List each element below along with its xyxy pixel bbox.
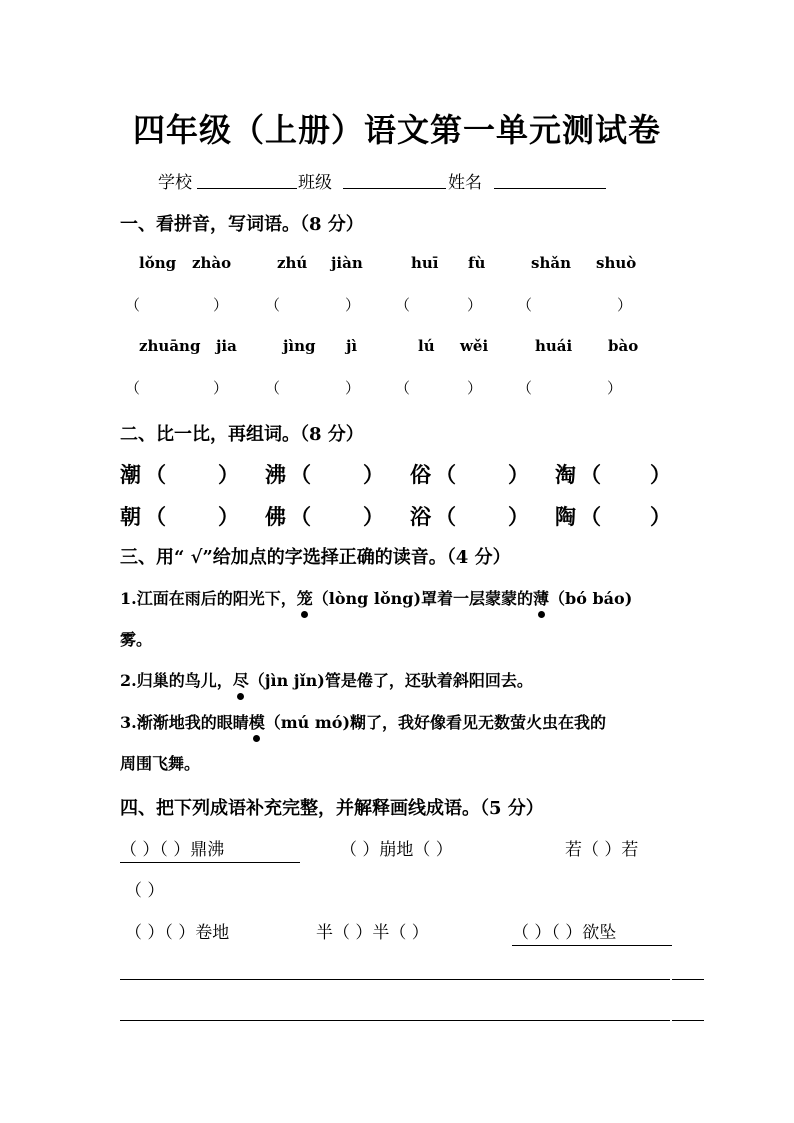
answer-line-tail	[672, 979, 704, 980]
pinyin: lǒng	[139, 254, 177, 272]
question-1	[120, 586, 632, 609]
pinyin: lú	[418, 337, 435, 355]
answer-line[interactable]	[120, 1020, 670, 1021]
answer-paren-close: ）	[650, 504, 671, 529]
pinyin: fù	[468, 254, 486, 272]
pinyin: zhuāng	[139, 337, 201, 355]
pinyin: jiàn	[331, 254, 363, 272]
compare-char: 陶	[555, 504, 576, 529]
class-field[interactable]	[343, 170, 446, 189]
pinyin: huái	[535, 337, 573, 355]
answer-paren-close: ）	[213, 296, 229, 314]
question-1-continued: 雾。	[120, 630, 153, 649]
section-1-heading: 一、看拼音，写词语。（8 分）	[120, 214, 364, 235]
question-3-continued: 周围飞舞。	[120, 754, 201, 773]
name-field[interactable]	[494, 170, 606, 189]
answer-paren-close: ）	[467, 379, 483, 397]
question-text: 1.江面在雨后的阳光下，	[120, 589, 297, 608]
question-text: 3.渐渐地我的眼睛	[120, 713, 249, 732]
answer-paren-open: （	[125, 296, 141, 314]
section-2-heading: 二、比一比，再组词。（8 分）	[120, 424, 364, 445]
question-2	[120, 668, 533, 691]
compare-char: 潮	[120, 462, 141, 487]
answer-paren-close: ）	[607, 379, 623, 397]
answer-paren-open: （	[265, 379, 281, 397]
section-3-heading: 三、用“ √”给加点的字选择正确的读音。（4 分）	[120, 547, 511, 568]
answer-paren-open: （	[580, 462, 601, 487]
dotted-char: 模	[249, 710, 265, 733]
compare-char: 俗	[410, 462, 431, 487]
school-field[interactable]	[197, 170, 297, 189]
pinyin: shǎn	[531, 254, 571, 272]
pinyin: zhú	[277, 254, 308, 272]
class-label: 班级	[298, 173, 332, 193]
compare-char: 淘	[555, 462, 576, 487]
answer-paren-open: （	[580, 504, 601, 529]
answer-line[interactable]	[120, 979, 670, 980]
name-label: 姓名	[448, 173, 482, 193]
answer-paren-close: ）	[467, 296, 483, 314]
idiom-underlined: （ ）（ ）欲坠	[512, 918, 672, 946]
compare-char: 沸	[265, 462, 286, 487]
answer-paren-open: （	[395, 296, 411, 314]
answer-paren-close: ）	[218, 462, 239, 487]
question-text: （jìn jǐn)管是倦了，还驮着斜阳回去。	[248, 671, 533, 690]
answer-paren-open: （	[435, 462, 456, 487]
idiom-underlined: （ ）（ ）鼎沸	[120, 835, 300, 863]
compare-char: 朝	[120, 504, 141, 529]
dotted-char: 薄	[533, 586, 549, 609]
question-text: 2.归巢的鸟儿，	[120, 671, 233, 690]
section-4-heading: 四、把下列成语补充完整，并解释画线成语。（5 分）	[120, 798, 544, 819]
answer-paren-open: （	[265, 296, 281, 314]
answer-paren-open: （	[145, 504, 166, 529]
compare-char: 浴	[410, 504, 431, 529]
answer-line-tail	[672, 1020, 704, 1021]
answer-paren-close: ）	[213, 379, 229, 397]
dotted-char: 尽	[233, 668, 249, 691]
compare-char: 佛	[265, 504, 286, 529]
idiom-continued: （ ）	[125, 881, 165, 901]
answer-paren-close: ）	[363, 462, 384, 487]
answer-paren-open: （	[145, 462, 166, 487]
pinyin: huī	[411, 254, 439, 272]
dotted-char: 笼	[297, 586, 313, 609]
answer-paren-close: ）	[345, 296, 361, 314]
answer-paren-open: （	[290, 462, 311, 487]
page-title: 四年级（上册）语文第一单元测试卷	[132, 111, 661, 149]
answer-paren-close: ）	[650, 462, 671, 487]
question-text: （mú mó)糊了，我好像看见无数萤火虫在我的	[264, 713, 607, 732]
pinyin: zhào	[192, 254, 232, 272]
idiom: 半（ ）半（ ）	[316, 923, 429, 943]
pinyin: jia	[216, 337, 237, 355]
answer-paren-open: （	[395, 379, 411, 397]
answer-paren-close: ）	[508, 462, 529, 487]
pinyin: shuò	[596, 254, 637, 272]
pinyin: jìng	[283, 337, 316, 355]
idiom: （ ）崩地（ ）	[340, 840, 453, 860]
answer-paren-open: （	[517, 296, 533, 314]
answer-paren-close: ）	[218, 504, 239, 529]
answer-paren-close: ）	[508, 504, 529, 529]
answer-paren-open: （	[517, 379, 533, 397]
idiom: 若（ ）若	[565, 840, 639, 860]
pinyin: bào	[608, 337, 639, 355]
pinyin: jì	[346, 337, 358, 355]
question-text: （lòng lǒng)罩着一层蒙蒙的	[312, 589, 534, 608]
idiom: （ ）（ ）卷地	[125, 923, 230, 943]
answer-paren-open: （	[125, 379, 141, 397]
answer-paren-open: （	[435, 504, 456, 529]
school-label: 学校	[158, 173, 192, 193]
question-3	[120, 710, 606, 733]
answer-paren-close: ）	[363, 504, 384, 529]
answer-paren-close: ）	[345, 379, 361, 397]
answer-paren-close: ）	[617, 296, 633, 314]
pinyin: wěi	[460, 337, 489, 355]
question-text: （bó báo)	[549, 589, 633, 608]
answer-paren-open: （	[290, 504, 311, 529]
